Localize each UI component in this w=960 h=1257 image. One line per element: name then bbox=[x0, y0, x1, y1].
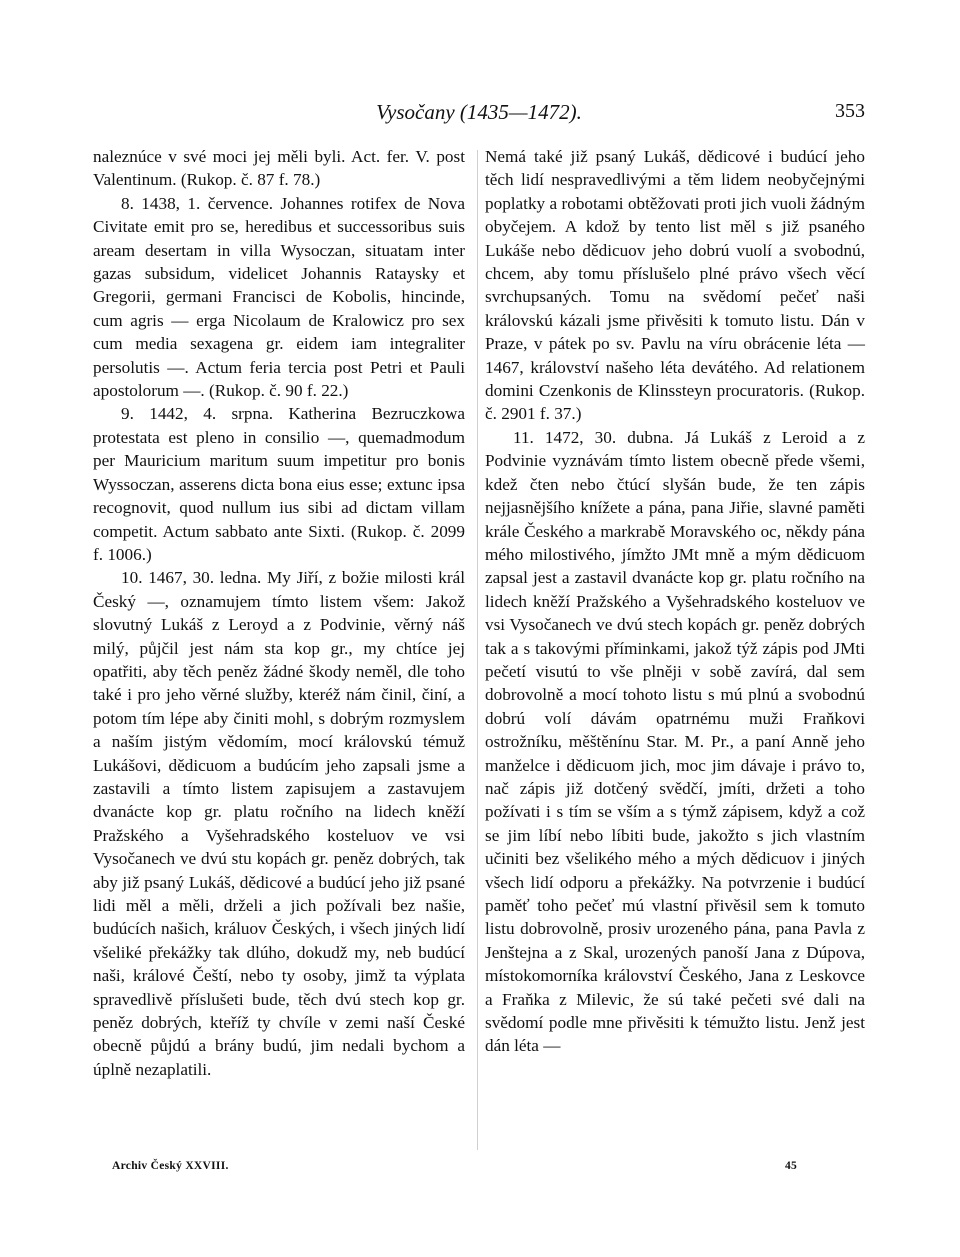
page-number: 353 bbox=[835, 100, 865, 122]
entry-10: 10. 1467, 30. ledna. My Jiří, z božie milosti král Český —, oznamujem tímto listem všem: Jakož slovutný Lukáš z Leroyd a z Podvinie, věrný náš milý, půjčil jest nám sta kop gr., my chtíce jej opatřiti, aby těch peněz žádné škody neměl, dle toho také i pro jeho věrné služby, kteréž nám činil, činí, a potom tím lépe aby činiti mohl, s dobrým rozmyslem a naším jistým vědomím, mocí královskú témuž Lukášovi, dědicuom a budúcím jeho zapsali jsme a zastavili a tímto listem zapisujem a zastavujem dvanácte kop gr. platu ročního na lidech kněží Pražského a Vyšehradského kosteluov ve vsi Vysočanech ve dvú stu kopách gr. peněz dobrých, tak aby již psaný Lukáš, dědicové a budúcí jeho již psané lidi měl a měli, drželi a jich požívali bez našie, budúcích našich, králuov Českých, i všech jiných lidí všeliké překážky tak dlúho, dokudž my, neb budúcí naši, králové Čeští, nebo ty osoby, jimž ta výplata spravedlivě příslušeti bude, těch dvú stech kop gr. peněz dobrých, kteříž ty chvíle v zemi naší České obecně půjdú a brány budú, jim nedali bychom a úplně nezaplatili. bbox=[93, 568, 465, 1079]
left-column bbox=[93, 145, 465, 1081]
paragraph-continuation: naleznúce v své moci jej měli byli. Act. fer. V. post Valentinum. (Rukop. č. 87 f. 78.) bbox=[93, 147, 465, 190]
footer-signature: Archiv Český XXVIII. bbox=[112, 1160, 229, 1172]
footer-sheet-number: 45 bbox=[785, 1160, 798, 1172]
column-divider bbox=[477, 150, 478, 1150]
entry-11: 11. 1472, 30. dubna. Já Lukáš z Leroid a z Podvinie vyznávám tímto listem obecně přede všemi, kdež čten nebo čtúcí slyšán bude, že ten zápis nejjasnějšího knížete a pána, pana Jiřie, slavné paměti krále Českého a markrabě Moravského oc, někdy pána mého milostivého, jímžto JMt mně a mým dědicuom zapsal jest a zastavil dvanácte kop gr. platu ročního na lidech kněží Pražského a Vyšehradského kosteluov ve vsi Vysočanech ve dvú stech kopách gr. peněz dobrých tak a s takovými příminkami, jakož týž zápis pod JMti pečetí visutú to vše plněji v sobě zavírá, dal sem dobrovolně a mocí tohoto listu s mú plnú a svobodnú dobrú volí dávám opatrnému muži Fraňkovi ostrožníku, měštěnínu Star. M. Pr., a paní Anně jeho manželce i dědicuom jich, moc jim dávaje i právo to, nač zápis již dotčený svědčí, jmíti, držeti a toho požívati i s tím se vším a s týmž zápisem, když a což se jim líbí nebo líbiti bude, jakožto s jich vlastním učiniti bez všelikého mého a mých dědicuov i jiných všech lidí odporu a překážky. Na potvrzenie i budúcí paměť toho pečeť mú vlastní přivěsil sem k tomuto listu dobrovolně, prosiv urozeného pána, pana Pavla z Jenštejna a z Skal, urozených panoší Jana z Dúpova, místokomorníka království Českého, Jana z Leskovce a Fraňka z Milevic, že sú také pečeti své dali na svědomí podle mne přivěsiti k témužto listu. Jenž jest dán léta — bbox=[485, 427, 865, 1056]
paragraph-continuation-right: Nemá také již psaný Lukáš, dědicové i budúcí jeho těch lidí nespravedlivými a těm lidem neobyčejnými poplatky a robotami obtěžovati proti jich vuoli žádným obyčejem. A kdož by tento list měl s již psaného Lukáše nebo dědicuov jeho dobrú vuolí a svobodnú, chcem, aby tomu příslušelo plné právo všech věcí svrchupsaných. Tomu na svědomí pečeť naši královskú kázali jsme přivěsiti k tomuto listu. Dán v Praze, v pátek po sv. Pavlu na víru obrácenie léta — 1467, království našeho léta devátého. Ad relationem domini Czenkonis de Klinssteyn procuratoris. (Rukop. č. 2901 f. 37.) bbox=[485, 147, 865, 424]
page-header bbox=[93, 100, 865, 130]
running-title: Vysočany (1435—1472). bbox=[376, 100, 582, 124]
entry-8: 8. 1438, 1. července. Johannes rotifex de Nova Civitate emit pro se, heredibus et successoribus suis aream desertam in villa Wysoczan, situatam inter gazas subsidum, videlicet Johannis Rataysky et Gregorii, germani Francisci de Kobolis, hincinde, cum agris — erga Nicolaum de Kralowicz pro sex cum media sexagena gr. eidem iam integraliter persolutis —. Actum feria tercia post Petri et Pauli apostolorum —. (Rukop. č. 90 f. 22.) bbox=[93, 193, 465, 401]
right-column bbox=[485, 145, 865, 1058]
entry-9: 9. 1442, 4. srpna. Katherina Bezruczkowa protestata est pleno in consilio —, quemadmodum per Mauricium maritum suum impetitur pro bonis Wyssoczan, asserens dicta bona eius esse; extunc ipsa recognovit, quod nullum ius sibi ad dictam villam competit. Actum sabbato ante Sixti. (Rukop. č. 2099 f. 1006.) bbox=[93, 404, 465, 564]
